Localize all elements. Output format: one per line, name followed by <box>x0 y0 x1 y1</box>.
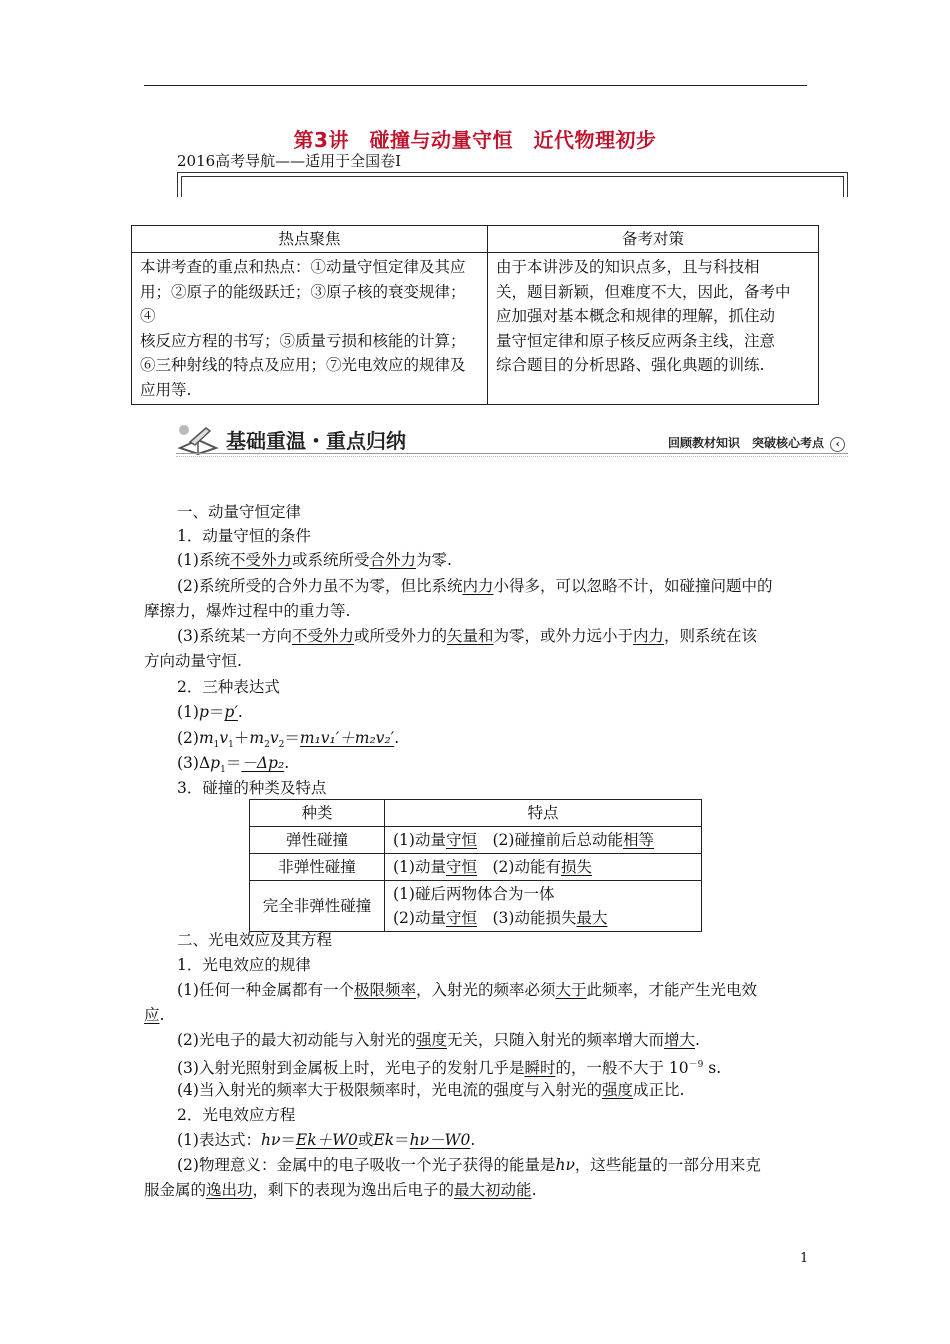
s1-p2: (2)系统所受的合外力虽不为零，但比系统内力小得多，可以忽略不计，如碰撞问题中的 <box>177 577 773 595</box>
top-rule <box>144 85 807 86</box>
s2-heading: 二、光电效应及其方程 <box>177 931 333 949</box>
s1-heading: 一、动量守恒定律 <box>177 503 302 521</box>
hot-col2-body: 由于本讲涉及的知识点多，且与科技相 关，题目新颖，但难度不大，因此，备考中 应加强对基本概念和规律的理解，抓住动 量守恒定律和原子核反应两条主线，注意 综合题目的分析思路、强化典题的训练. <box>488 253 819 405</box>
s2-q1: (1)表达式：hν＝Ek＋W0或Ek＝hν－W0. <box>177 1131 476 1149</box>
book-pencil-icon <box>176 422 220 456</box>
page-title: 第3讲 碰撞与动量守恒 近代物理初步 <box>293 128 657 152</box>
s2-p4: (4)当入射光的频率大于极限频率时，光电流的强度与入射光的强度成正比. <box>177 1081 685 1099</box>
section-banner <box>176 420 848 460</box>
col-header-kind: 种类 <box>250 800 385 827</box>
s2-p1: (1)任何一种金属都有一个极限频率，入射光的频率必须大于此频率，才能产生光电效 <box>177 981 758 999</box>
row-inelastic: 非弹性碰撞 <box>250 854 385 881</box>
hotspot-table <box>131 225 819 405</box>
arrow-left-icon: ‹ <box>830 437 845 452</box>
eq-3: $(3)\Delta p_1=-\Delta p_2$. <box>177 754 290 776</box>
s2-sub1: 1．光电效应的规律 <box>177 956 311 974</box>
banner-right: 回顾教材知识 突破核心考点 ‹ <box>668 434 845 452</box>
collision-table: 种类 特点 弹性碰撞 (1)动量守恒 (2)碰撞前后总动能相等 非弹性碰撞 (1)动量守恒 (2)动能有损失 完全非弹性碰撞 (1)碰后两物体合为一体 (2)动量守恒 (3)动能损失最大 <box>249 799 702 932</box>
s2-p3: (3)入射光照射到金属板上时，光电子的发射几乎是瞬时的，一般不大于 $10^{-9}$ s. <box>177 1059 722 1078</box>
subtitle: 2016高考导航——适用于全国卷Ⅰ <box>177 152 402 170</box>
s1-sub3: 3．碰撞的种类及特点 <box>177 779 327 797</box>
col-header-feature: 特点 <box>385 800 702 827</box>
eq-2: $(2)m_1v_1+m_2v_2=m_1v_1'+m_2v_2'$. <box>177 729 400 751</box>
s1-sub1: 1．动量守恒的条件 <box>177 527 311 545</box>
s1-p3: (3)系统某一方向不受外力或所受外力的矢量和为零，或外力远小于内力，则系统在该 <box>177 627 758 645</box>
banner-title: 基础重温・重点归纳 <box>226 429 406 453</box>
s1-p1: (1)系统不受外力或系统所受合外力为零. <box>177 551 452 569</box>
row-perfectly-inelastic: 完全非弹性碰撞 <box>250 881 385 932</box>
hot-col1-body: 本讲考查的重点和热点：①动量守恒定律及其应 用；②原子的能级跃迁；③原子核的衰变规律；④ 核反应方程的书写；⑤质量亏损和核能的计算； ⑥三种射线的特点及应用；⑦光电效应的规律及 应用等. <box>132 253 488 405</box>
hot-col2-header: 备考对策 <box>488 226 819 253</box>
row-elastic: 弹性碰撞 <box>250 827 385 854</box>
s2-sub2: 2．光电效应方程 <box>177 1106 296 1124</box>
hot-col1-header: 热点聚焦 <box>132 226 488 253</box>
s2-p2: (2)光电子的最大初动能与入射光的强度无关，只随入射光的频率增大而增大. <box>177 1031 700 1049</box>
page-number: 1 <box>800 1251 809 1266</box>
eq-1: (1)p＝p′. <box>177 703 243 721</box>
s1-sub2: 2．三种表达式 <box>177 678 280 696</box>
s2-q2: (2)物理意义：金属中的电子吸收一个光子获得的能量是hν，这些能量的一部分用来克 <box>177 1156 761 1174</box>
